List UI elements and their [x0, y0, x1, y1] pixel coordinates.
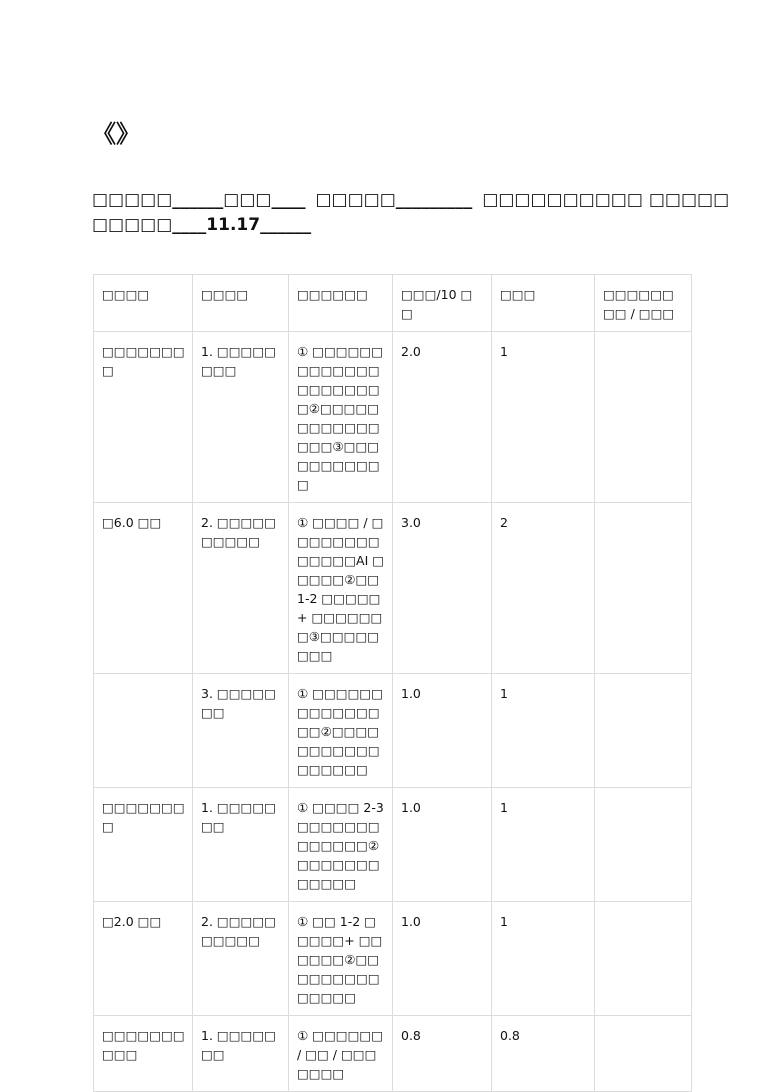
document-title: 《》	[92, 120, 140, 148]
table-header-cell: □□□	[492, 275, 595, 332]
type-checkbox-field: □□□□□□□□□□ □□□□□	[482, 190, 730, 210]
table-cell: □2.0 □□	[94, 902, 193, 1016]
table-cell: 1	[492, 788, 595, 902]
table-cell	[595, 332, 692, 503]
table-cell	[595, 788, 692, 902]
table-cell	[94, 674, 193, 788]
table-cell	[595, 1016, 692, 1092]
table-cell: ① □□□□□□□□□□□□□□□②□□□□□□□□□□□□□□□□□	[289, 674, 393, 788]
table-cell: 1.0	[393, 674, 492, 788]
table-cell: 1. □□□□□□□□	[193, 332, 289, 503]
table-cell: 1	[492, 674, 595, 788]
table-row	[94, 332, 692, 503]
table-cell: 1. □□□□□□□	[193, 788, 289, 902]
table-row	[94, 674, 692, 788]
table-row	[94, 788, 692, 902]
table-cell: 2	[492, 503, 595, 674]
table-cell: 2. □□□□□□□□□□	[193, 902, 289, 1016]
table-cell: 1	[492, 902, 595, 1016]
table-cell: ① □□□□ 2-3 □□□□□□□□□□□□□②□□□□□□□□□□□□	[289, 788, 393, 902]
table-cell: 1. □□□□□□□	[193, 1016, 289, 1092]
name-class-field: □□□□□______□□□____	[92, 190, 306, 210]
table-cell: □□□□□□□□	[94, 788, 193, 902]
table-cell: ① □□□□□□□□□□□□□□□□□□□□□②□□□□□□□□□□□□□□□③□□□□□□□□□□□	[289, 332, 393, 503]
table-cell	[595, 674, 692, 788]
table-cell	[595, 503, 692, 674]
date-field: □□□□□____11.17______	[92, 215, 312, 235]
table-cell: 3.0	[393, 503, 492, 674]
table-cell: □□□□□□□□□□	[94, 1016, 193, 1092]
table-row	[94, 503, 692, 674]
table-cell: □6.0 □□	[94, 503, 193, 674]
table-cell: 1	[492, 332, 595, 503]
score-table	[93, 274, 692, 1092]
table-row	[94, 1016, 692, 1092]
table-cell: ① □□ 1-2 □□□□□+ □□□□□□②□□□□□□□□□□□□□□	[289, 902, 393, 1016]
table-cell: ① □□□□ / □□□□□□□□□□□□□AI □□□□□②□□ 1-2 □□□□□+ □□□□□□□③□□□□□□□□	[289, 503, 393, 674]
table-header-cell: □□□/10 □□	[393, 275, 492, 332]
table-cell: 3. □□□□□□□	[193, 674, 289, 788]
table-cell: 0.8	[393, 1016, 492, 1092]
table-cell: 0.8	[492, 1016, 595, 1092]
table-header-row	[94, 275, 692, 332]
table-cell: ① □□□□□□ / □□ / □□□□□□□	[289, 1016, 393, 1092]
table-cell: 1.0	[393, 788, 492, 902]
table-cell: 2. □□□□□□□□□□	[193, 503, 289, 674]
table-header-cell: □□□□□□□□ / □□□	[595, 275, 692, 332]
student-id-field: □□□□□_________	[315, 190, 473, 210]
table-row	[94, 902, 692, 1016]
info-line-1	[92, 188, 730, 213]
info-block	[92, 188, 730, 238]
table-cell	[595, 902, 692, 1016]
table-header-cell: □□□□	[94, 275, 193, 332]
table-cell: 1.0	[393, 902, 492, 1016]
table-header-cell: □□□□□□	[289, 275, 393, 332]
info-line-2	[92, 213, 692, 238]
table-cell: 2.0	[393, 332, 492, 503]
table-header-cell: □□□□	[193, 275, 289, 332]
table-cell: □□□□□□□□	[94, 332, 193, 503]
